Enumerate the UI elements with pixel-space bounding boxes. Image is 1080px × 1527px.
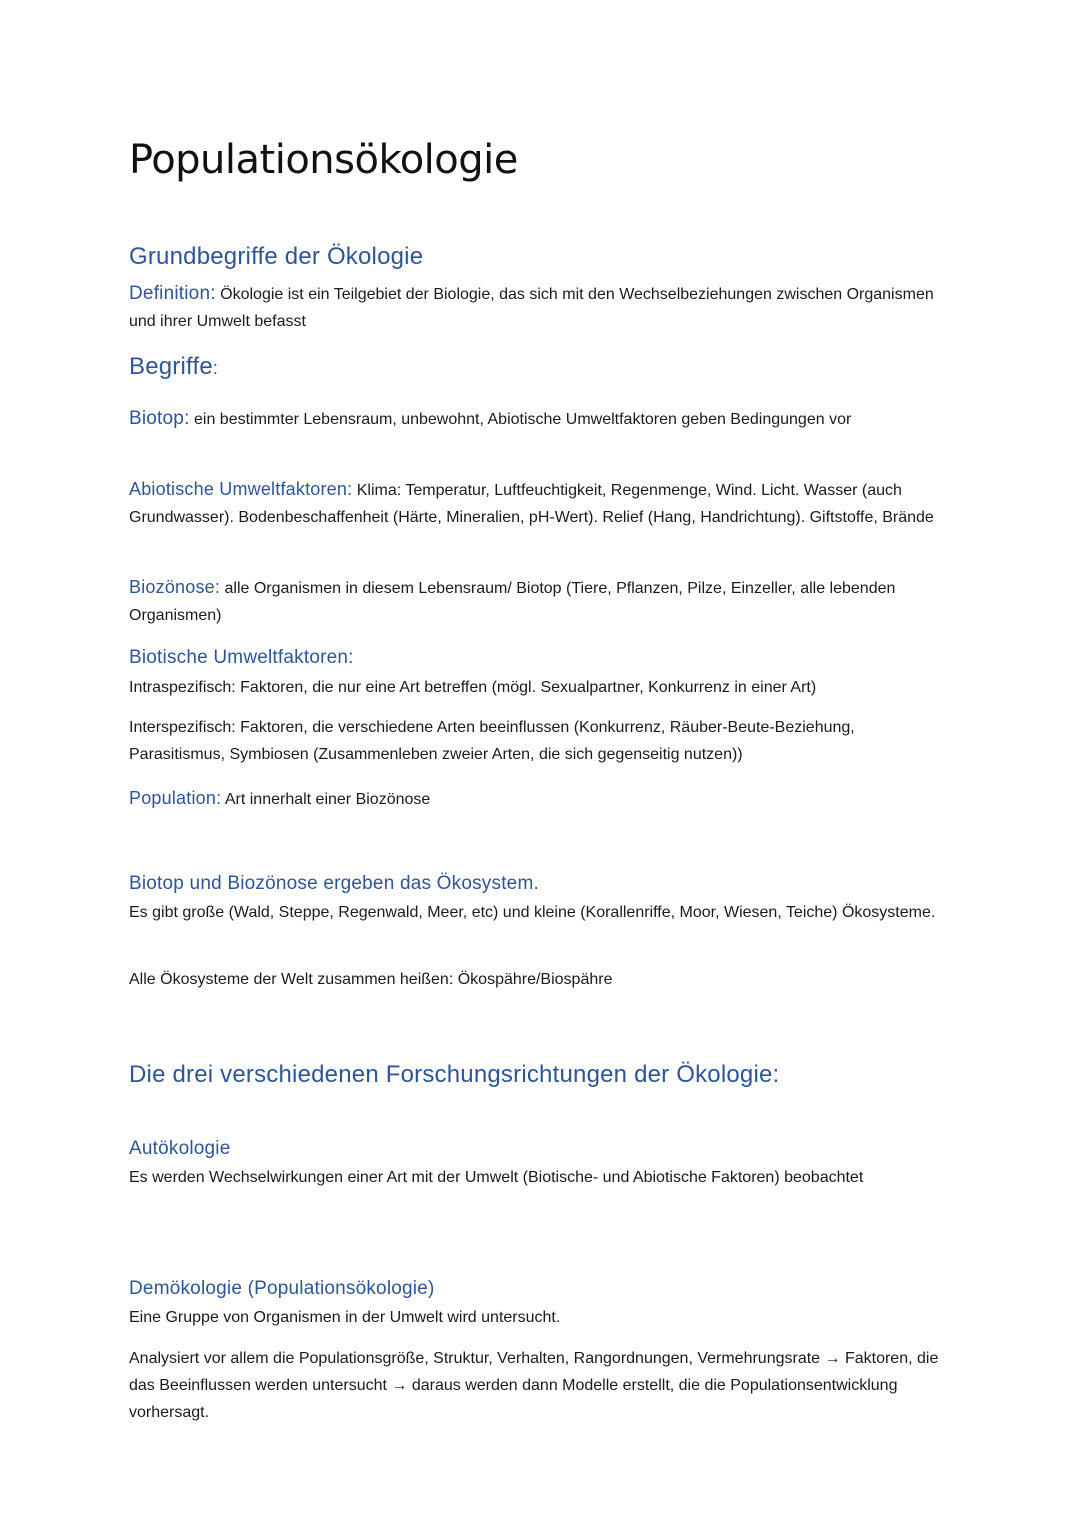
definition-paragraph — [129, 280, 949, 335]
biozoenose-text: alle Organismen in diesem Lebensraum/ Biotop (Tiere, Pflanzen, Pilze, Einzeller, alle lebenden Organismen) — [129, 580, 896, 624]
heading-grundbegriffe: Grundbegriffe der Ökologie — [129, 243, 424, 270]
population-paragraph — [129, 785, 949, 813]
definition-label: Definition: — [129, 283, 216, 304]
heading-begriffe — [129, 352, 949, 383]
biozoenose-label: Biozönose: — [129, 577, 221, 597]
biosphaere-paragraph: Alle Ökosysteme der Welt zusammen heißen: Ökospähre/Biospähre — [129, 971, 613, 988]
biozoenose-paragraph — [129, 574, 949, 629]
heading-autoekologie: Autökologie — [129, 1138, 231, 1159]
oekosystem-paragraph: Es gibt große (Wald, Steppe, Regenwald, Meer, etc) und kleine (Korallenriffe, Moor, Wiesen, Teiche) Ökosysteme. — [129, 904, 936, 921]
heading-demoekologie: Demökologie (Populationsökologie) — [129, 1278, 435, 1299]
abiotisch-text: Klima: Temperatur, Luftfeuchtigkeit, Regenmenge, Wind. Licht. Wasser (auch Grundwasser). Bodenbeschaffenheit (Härte, Mineralien, pH-Wert). Relief (Hang, Handrichtung). Giftstoffe, Brände — [129, 482, 934, 526]
population-label: Population: — [129, 788, 222, 808]
biotop-text: ein bestimmter Lebensraum, unbewohnt, Abiotische Umweltfaktoren geben Bedingungen vor — [189, 411, 852, 428]
intraspezifisch-paragraph: Intraspezifisch: Faktoren, die nur eine Art betreffen (mögl. Sexualpartner, Konkurrenz in einer Art) — [129, 679, 817, 696]
demoekologie-paragraph-1: Eine Gruppe von Organismen in der Umwelt wird untersucht. — [129, 1309, 561, 1326]
population-text: Art innerhalt einer Biozönose — [221, 791, 431, 808]
heading-oekosystem: Biotop und Biozönose ergeben das Ökosystem. — [129, 873, 539, 894]
interspezifisch-paragraph: Interspezifisch: Faktoren, die verschiedene Arten beeinflussen (Konkurrenz, Räuber-Beute-Beziehung, Parasitismus, Symbiosen (Zusammenleben zweier Arten, die sich gegenseitig nutzen)) — [129, 719, 855, 763]
heading-biotisch: Biotische Umweltfaktoren: — [129, 647, 354, 668]
heading-begriffe-colon: : — [212, 358, 219, 378]
heading-forschungsrichtungen: Die drei verschiedenen Forschungsrichtungen der Ökologie: — [129, 1061, 780, 1088]
abiotisch-label: Abiotische Umweltfaktoren: — [129, 479, 353, 499]
biotop-paragraph — [129, 405, 949, 433]
page-title: Populationsökologie — [129, 137, 518, 183]
abiotisch-paragraph — [129, 476, 949, 531]
definition-text: Ökologie ist ein Teilgebiet der Biologie, das sich mit den Wechselbeziehungen zwischen Organismen und ihrer Umwelt befasst — [129, 286, 934, 330]
autoekologie-paragraph: Es werden Wechselwirkungen einer Art mit der Umwelt (Biotische- und Abiotische Faktoren) beobachtet — [129, 1169, 864, 1186]
demoekologie-paragraph-2: Analysiert vor allem die Populationsgröße, Struktur, Verhalten, Rangordnungen, Vermehrungsrate → Faktoren, die das Beeinflussen werden untersucht → daraus werden dann Modelle erstellt, die die Populationsentwicklung vorhersagt. — [129, 1350, 939, 1421]
heading-begriffe-text: Begriffe — [129, 353, 213, 380]
biotop-label: Biotop: — [129, 408, 190, 429]
